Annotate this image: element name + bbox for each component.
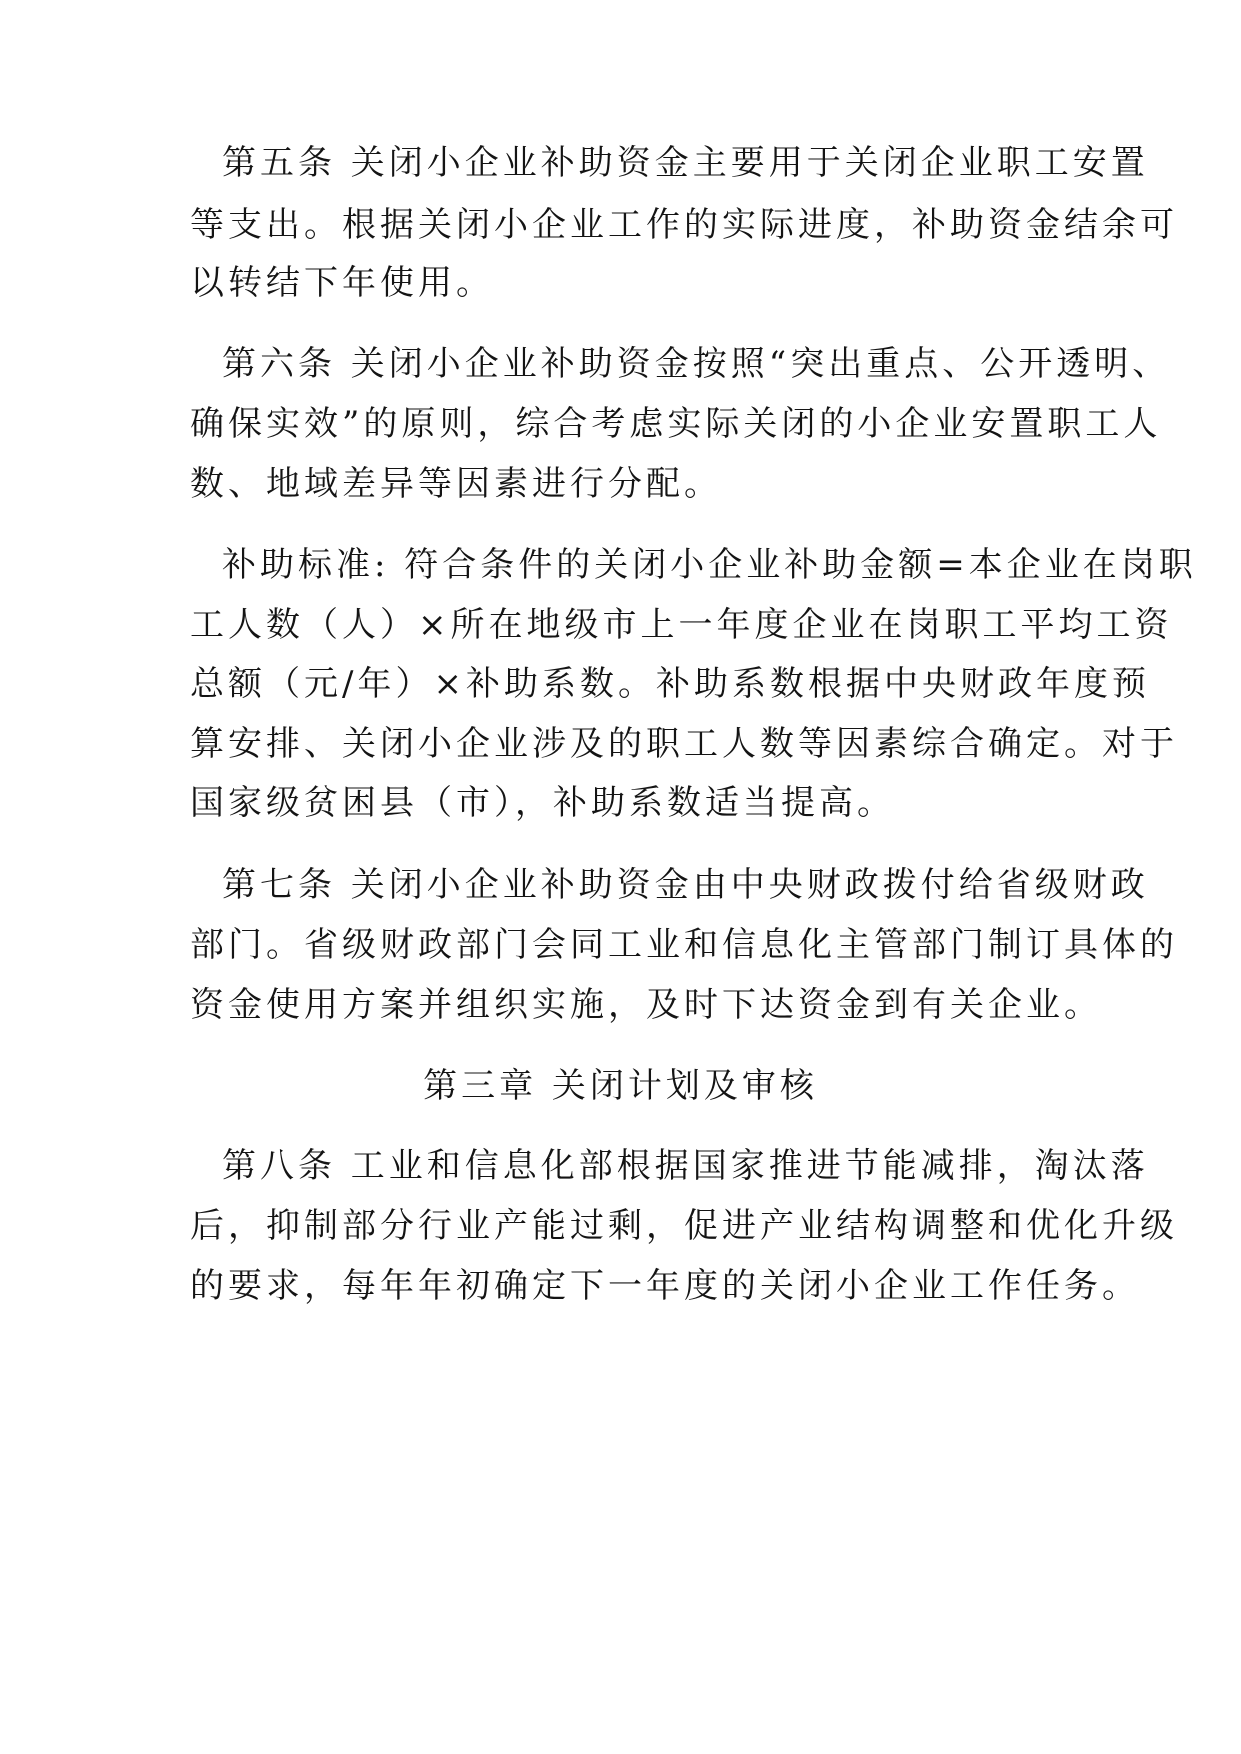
subsidy-standard-line-4: 算安排、关闭小企业涉及的职工人数等因素综合确定。对于	[190, 724, 1178, 764]
article-6-line-3: 数、地域差异等因素进行分配。	[190, 464, 722, 504]
article-5-line-3: 以转结下年使用。	[190, 263, 494, 303]
article-5-line-1: 第五条 关闭小企业补助资金主要用于关闭企业职工安置	[222, 143, 1149, 183]
subsidy-standard-line-2: 工人数（人）×所在地级市上一年度企业在岗职工平均工资	[190, 605, 1173, 645]
subsidy-standard-line-1: 补助标准: 符合条件的关闭小企业补助金额=本企业在岗职	[222, 545, 1197, 585]
article-8-line-3: 的要求，每年年初确定下一年度的关闭小企业工作任务。	[190, 1266, 1140, 1306]
article-5-line-2: 等支出。根据关闭小企业工作的实际进度，补助资金结余可	[190, 205, 1178, 245]
subsidy-standard-line-3: 总额（元/年）×补助系数。补助系数根据中央财政年度预	[190, 664, 1150, 704]
article-7-line-2: 部门。省级财政部门会同工业和信息化主管部门制订具体的	[190, 925, 1178, 965]
article-7-line-3: 资金使用方案并组织实施，及时下达资金到有关企业。	[190, 985, 1102, 1025]
article-6-line-1: 第六条 关闭小企业补助资金按照“突出重点、公开透明、	[222, 344, 1171, 384]
subsidy-standard-line-5: 国家级贫困县（市），补助系数适当提高。	[190, 783, 895, 823]
article-6-line-2: 确保实效”的原则，综合考虑实际关闭的小企业安置职工人	[190, 404, 1162, 444]
chapter-heading: 第三章 关闭计划及审核	[423, 1066, 818, 1106]
article-7-line-1: 第七条 关闭小企业补助资金由中央财政拨付给省级财政	[222, 865, 1149, 905]
article-8-line-1: 第八条 工业和信息化部根据国家推进节能减排，淘汰落	[222, 1146, 1149, 1186]
article-8-line-2: 后，抑制部分行业产能过剩，促进产业结构调整和优化升级	[190, 1206, 1178, 1246]
